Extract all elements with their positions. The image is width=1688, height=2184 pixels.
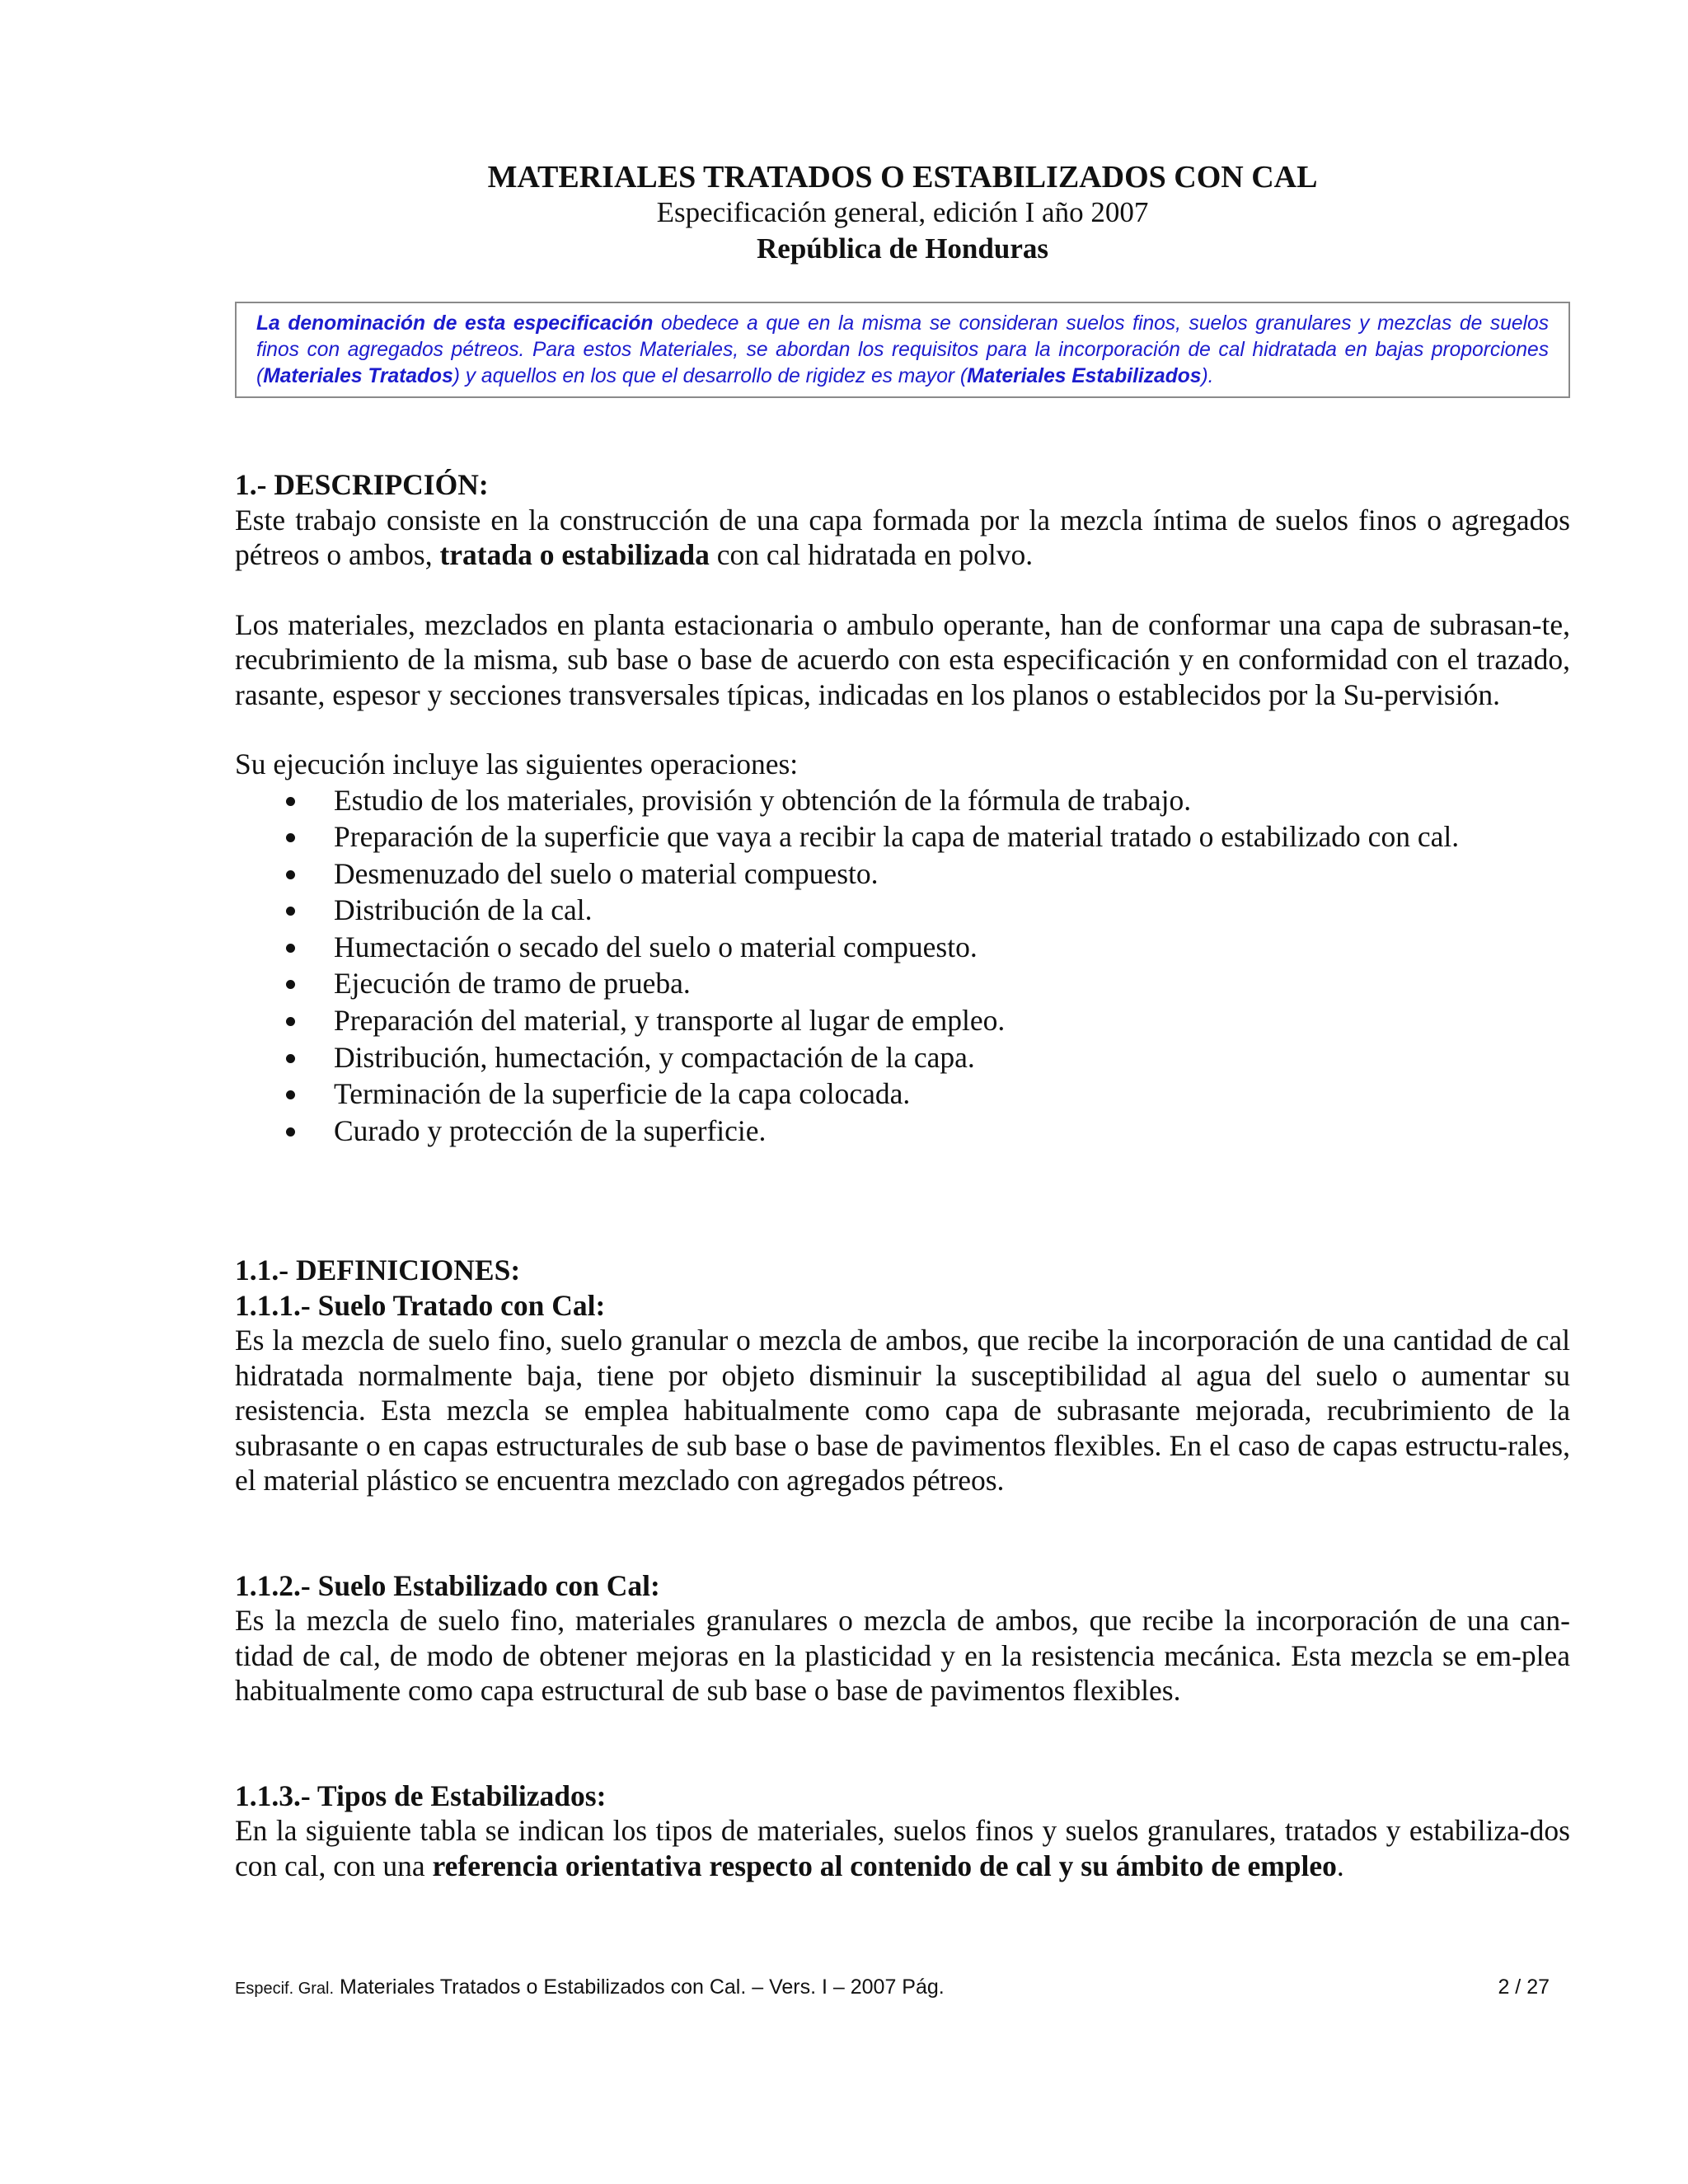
list-item: Terminación de la superficie de la capa colocada. <box>235 1076 1570 1113</box>
footer-document-ref <box>235 1973 945 2003</box>
types-bold: referencia orientativa respecto al contenido de cal y su ámbito de empleo <box>432 1849 1337 1882</box>
list-item: Humectación o secado del suelo o material compuesto. <box>235 929 1570 966</box>
page-current: 2 <box>1498 1975 1510 1999</box>
list-item: Curado y protección de la superficie. <box>235 1113 1570 1150</box>
list-item: Distribución de la cal. <box>235 892 1570 929</box>
spacer <box>235 712 1570 747</box>
bullet-icon <box>286 1090 295 1099</box>
bullet-icon <box>286 870 295 879</box>
bullet-icon <box>286 944 295 953</box>
footer-prefix: Especif. Gral. <box>235 1980 335 1998</box>
list-item: Preparación del material, y transporte al lugar de empleo. <box>235 1002 1570 1039</box>
notice-lead: La denominación de esta especificación <box>256 312 654 335</box>
list-item: Ejecución de tramo de prueba. <box>235 965 1570 1002</box>
spacer <box>235 1498 1570 1568</box>
description-text-b: con cal hidratada en polvo. <box>709 538 1034 571</box>
section-heading-definitions: 1.1.- DEFINICIONES: <box>235 1254 521 1287</box>
subsection-heading-treated-soil: 1.1.1.- Suelo Tratado con Cal: <box>235 1288 606 1322</box>
bullet-icon <box>286 797 295 806</box>
stabilized-types-paragraph <box>235 1813 1570 1883</box>
spacer <box>235 1149 1570 1253</box>
document-title: MATERIALES TRATADOS O ESTABILIZADOS CON CAL <box>487 160 1318 194</box>
page-number <box>1498 1973 1550 2001</box>
types-text-a: En la siguiente tabla se indican los tipos de materiales, suelos finos y suelos granulares, tratados y estabiliza-dos con cal, con una <box>235 1814 1570 1882</box>
section-heading-description: 1.- DESCRIPCIÓN: <box>235 468 489 501</box>
types-text-b: . <box>1336 1849 1344 1882</box>
footer-title: Materiales Tratados o Estabilizados con Cal. – Vers. I – 2007 Pág. <box>334 1975 945 1999</box>
spacer <box>235 573 1570 607</box>
notice-text-3: ). <box>1201 365 1214 387</box>
subsection-heading-stabilized-soil: 1.1.2.- Suelo Estabilizado con Cal: <box>235 1568 660 1602</box>
document-subtitle: Especificación general, edición I año 2007 <box>656 196 1149 228</box>
list-item: Estudio de los materiales, provisión y obtención de la fórmula de trabajo. <box>235 782 1570 819</box>
bullet-icon <box>286 1054 295 1063</box>
description-paragraph-1 <box>235 503 1570 573</box>
page-total: 27 <box>1526 1975 1550 1999</box>
page-footer <box>235 1973 1550 2001</box>
bullet-icon <box>286 1017 295 1026</box>
notice-bold-stabilized: Materiales Estabilizados <box>967 365 1202 387</box>
document-country: República de Honduras <box>757 232 1048 265</box>
list-item: Distribución, humectación, y compactación de la capa. <box>235 1039 1570 1076</box>
subsection-heading-stabilized-types: 1.1.3.- Tipos de Estabilizados: <box>235 1779 607 1812</box>
spacer <box>235 1708 1570 1779</box>
bullet-icon <box>286 1127 295 1137</box>
description-paragraph-2: Los materiales, mezclados en planta estacionaria o ambulo operante, han de conformar una capa de subrasan-te, recubrimiento de la misma, sub base o base de acuerdo con esta especificación y en conformidad con el trazado, rasante, espesor y secciones transversales típicas, indicadas en los planos o establecidos por la Su-pervisión. <box>235 607 1570 711</box>
treated-soil-paragraph: Es la mezcla de suelo fino, suelo granular o mezcla de ambos, que recibe la incorporación de una cantidad de cal hidratada normalmente baja, tiene por objeto disminuir la susceptibilidad al agua del suelo o aumentar su resistencia. Esta mezcla se emplea habitualmente como capa de subrasante mejorada, recubrimiento de la subrasante o en capas estructurales de sub base o base de pavimentos flexibles. En el caso de capas estructu-rales, el material plástico se encuentra mezclado con agregados pétreos. <box>235 1324 1570 1497</box>
bullet-icon <box>286 833 295 842</box>
page-separator: / <box>1509 1975 1527 1999</box>
document-body <box>235 467 1570 1883</box>
notice-text-1: obedece a que en la misma se consideran suelos finos, suelos granulares y mezclas de suelos finos con agregados pétreos. Para estos Materiales, se abordan los requisitos para la incorporación de cal hidratada en bajas proporciones ( <box>256 312 1549 387</box>
bullet-icon <box>286 980 295 989</box>
description-text-a: Este trabajo consiste en la construcción de una capa formada por la mezcla íntima de suelos finos o agregados pétreos o ambos, <box>235 503 1570 571</box>
specification-notice-box <box>235 302 1570 398</box>
notice-text-2: ) y aquellos en los que el desarrollo de rigidez es mayor ( <box>452 365 968 387</box>
notice-bold-treated: Materiales Tratados <box>263 365 453 387</box>
description-bold: tratada o estabilizada <box>439 538 710 571</box>
list-item: Preparación de la superficie que vaya a recibir la capa de material tratado o estabilizado con cal. <box>235 818 1570 855</box>
bullet-icon <box>286 907 295 916</box>
operations-list <box>235 782 1570 1150</box>
list-item: Desmenuzado del suelo o material compuesto. <box>235 855 1570 893</box>
stabilized-soil-paragraph: Es la mezcla de suelo fino, materiales granulares o mezcla de ambos, que recibe la incorporación de una can-tidad de cal, de modo de obtener mejoras en la plasticidad y en la resistencia mecánica. Esta mezcla se em-plea habitualmente como capa estructural de sub base o base de pavimentos flexibles. <box>235 1604 1570 1708</box>
operations-intro: Su ejecución incluye las siguientes operaciones: <box>235 748 799 780</box>
